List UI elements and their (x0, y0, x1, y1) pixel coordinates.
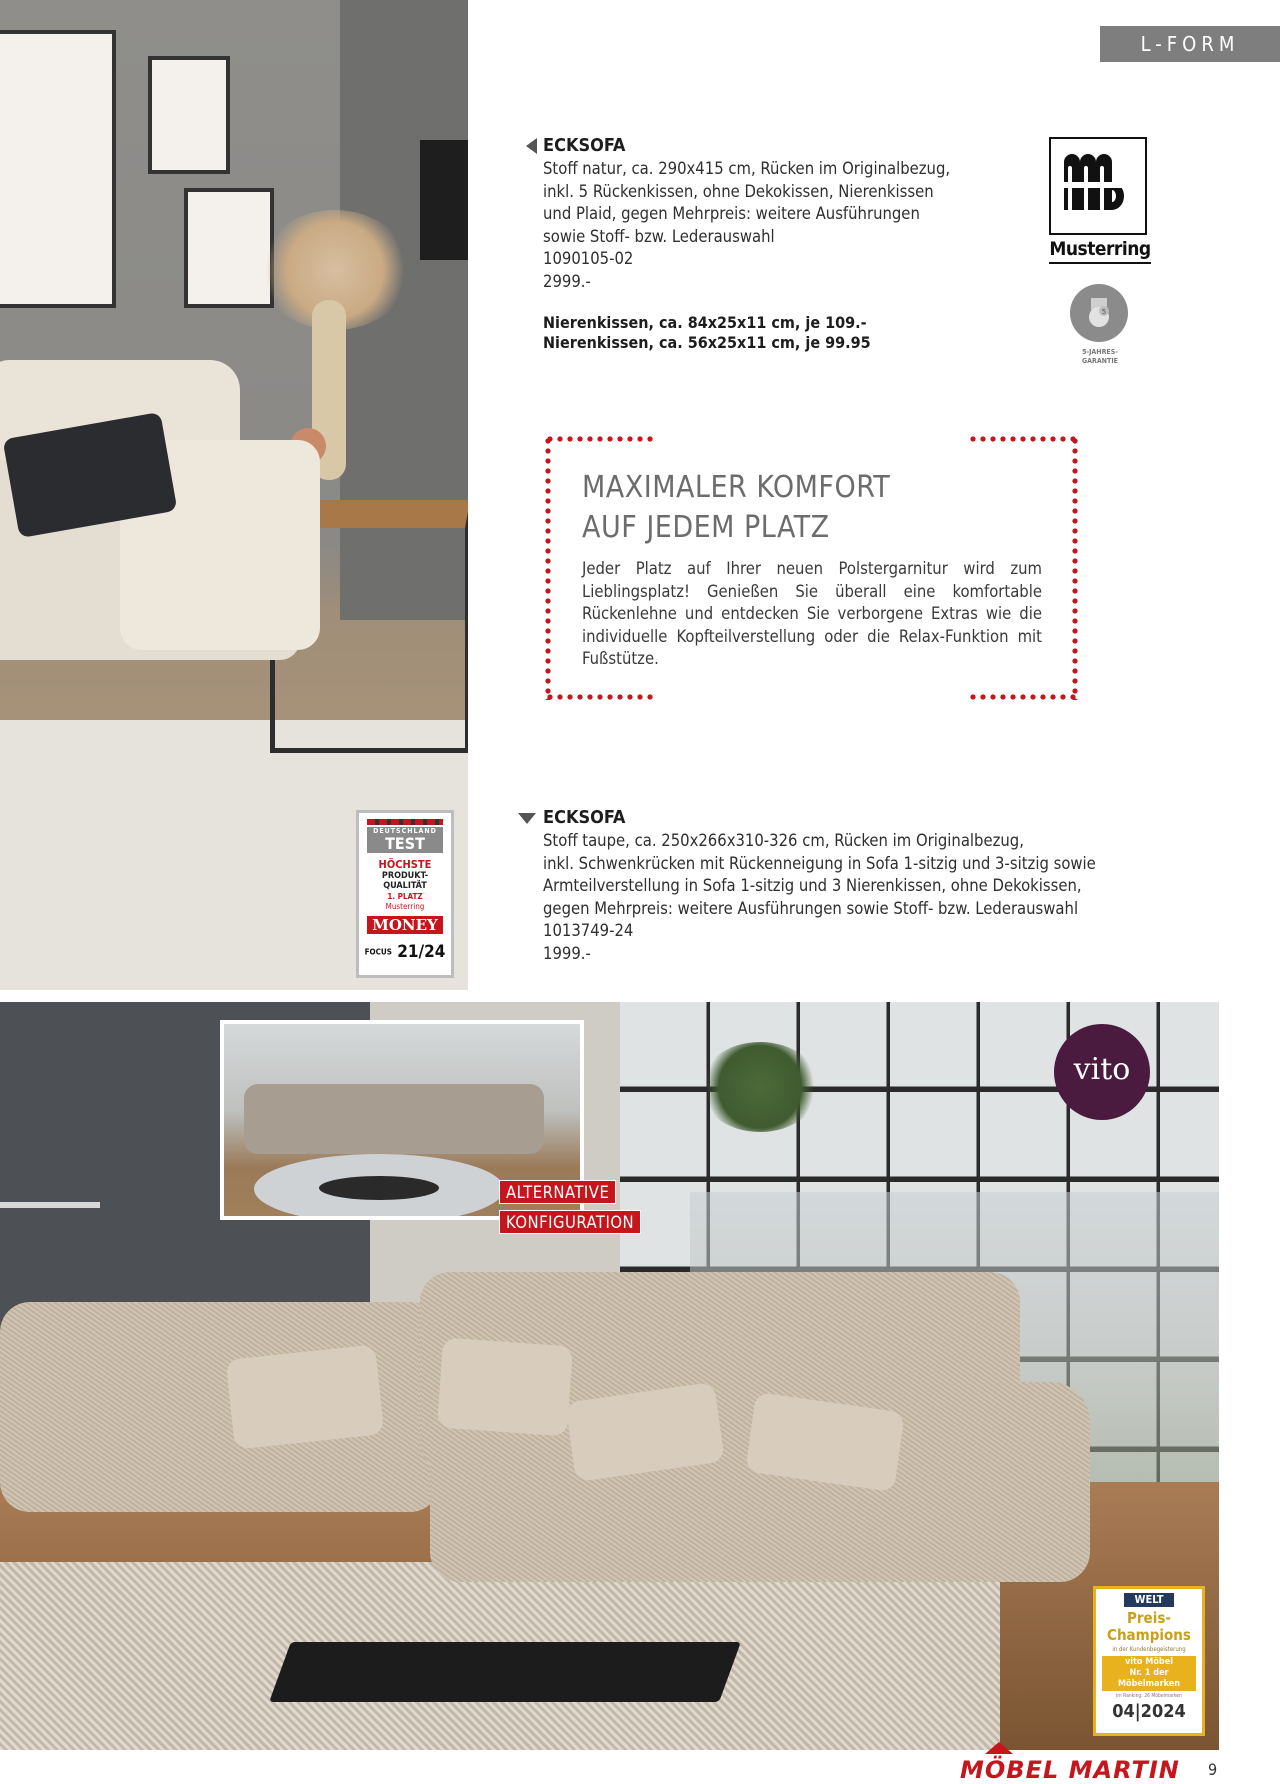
medal-svg (1082, 296, 1116, 330)
promo-body: Jeder Platz auf Ihrer neuen Polstergarnitur wird zum Lieblingsplatz! Genießen Sie überall eine komfortable Rückenlehne und entdecken Sie verborgene Extras wie die individuelle Kopfteilverstellung oder die Relax-Funktion mit Fußstütze. (582, 559, 1042, 668)
wall-shelf (0, 1202, 100, 1208)
promo-box (545, 436, 1078, 700)
badge-test-line5: QUALITÄT (383, 881, 427, 891)
promo-corner-tr-h (968, 436, 1078, 442)
label-konfiguration: KONFIGURATION (499, 1210, 641, 1234)
badge-welt-line5: im Ranking: 26 Möbelmarken (1116, 1693, 1182, 1699)
extra-2-name: Nierenkissen (543, 333, 649, 352)
product2-description: Stoff taupe, ca. 250x266x310-326 cm, Rücken im Originalbezug, inkl. Schwenkrücken mit Rückenneigung in Sofa 1-sitzig und 3-sitzig sowie Armteilverstellung in Sofa 1-sitzig und 3 Nierenkissen, ohne Dekokissen, gegen Mehrpreis: weitere Ausführungen sowie Stoff- bzw. Lederauswahl (543, 831, 1096, 918)
inset-sofa (244, 1084, 544, 1154)
musterring-logo (1049, 137, 1151, 267)
wall-art-frame-1 (0, 30, 116, 308)
badge-welt-line3: in der Kundenbegeisterung (1112, 1646, 1186, 1653)
badge-test-line7: Musterring (385, 902, 425, 911)
badge-test-line6: 1. PLATZ (387, 892, 423, 901)
guarantee-medal-icon (1070, 284, 1128, 342)
extra-2-detail: , ca. 56x25x11 cm, je 99.95 (648, 333, 871, 352)
wall-art-frame-2 (148, 56, 230, 174)
guarantee-label: 5-JAHRES- GARANTIE (1082, 348, 1118, 365)
promo-corner-br-h (968, 694, 1078, 700)
product1-article-no: 1090105-02 (543, 249, 634, 268)
triangle-down-icon (518, 813, 536, 824)
medal-years: 5 (1101, 308, 1107, 316)
badge-welt-line4: vito Möbel Nr. 1 der Möbelmarken (1102, 1656, 1196, 1691)
product1-extra-2 (543, 333, 871, 353)
coffee-table (269, 1642, 741, 1702)
badge-test-money: MONEY (367, 916, 443, 934)
badge-test-year: 21/24 (397, 942, 446, 962)
musterring-name: Musterring (1049, 238, 1151, 260)
promo-corner-bl-h (545, 694, 655, 700)
badge-test-focus-label: FOCUS (364, 947, 392, 957)
product1-extra-1 (543, 313, 867, 333)
guarantee-badge (1070, 284, 1130, 366)
product2-price: 1999.- (543, 944, 591, 963)
logo-roof-icon (985, 1742, 1013, 1754)
cushion-1 (226, 1344, 385, 1449)
floor-lamp (420, 140, 468, 260)
badge-test-focus (359, 942, 451, 962)
badge-welt-date: 04|2024 (1112, 1701, 1186, 1722)
musterring-rule (1049, 262, 1151, 264)
musterring-logo-icon (1049, 137, 1147, 235)
promo-left-border (545, 436, 551, 700)
badge-deutschland-test (356, 810, 454, 978)
badge-test-line4: PRODUKT- (381, 871, 429, 881)
badge-welt-line1: WELT (1124, 1593, 1174, 1607)
promo-headline: MAXIMALER KOMFORT AUF JEDEM PLATZ (582, 470, 891, 545)
badge-welt-preis-champions (1093, 1586, 1205, 1736)
musterring-mark-svg (1058, 152, 1138, 220)
triangle-left-icon (526, 138, 537, 154)
label-alternative: ALTERNATIVE (499, 1180, 616, 1204)
category-tab: L-FORM (1100, 26, 1280, 62)
inset-table (319, 1176, 439, 1200)
badge-test-line2: TEST (367, 835, 443, 853)
product1-price: 2999.- (543, 272, 591, 291)
promo-corner-tl-h (545, 436, 655, 442)
badge-test-line3: HÖCHSTE (378, 858, 432, 871)
product2-title: ECKSOFA (543, 807, 626, 828)
moebel-martin-logo: MÖBEL MARTIN (960, 1756, 1180, 1784)
extra-1-name: Nierenkissen (543, 313, 649, 332)
photo-living-room-taupe-sofa (0, 1002, 1219, 1750)
page-number: 9 (1208, 1760, 1218, 1779)
product2-article-no: 1013749-24 (543, 921, 634, 940)
sofa-arm-section (870, 1382, 1090, 1582)
badge-test-line1: DEUTSCHLAND (367, 827, 443, 835)
promo-right-border (1072, 436, 1078, 700)
product1-description: Stoff natur, ca. 290x415 cm, Rücken im Originalbezug, inkl. 5 Rückenkissen, ohne Dekokissen, Nierenkissen und Plaid, gegen Mehrpreis: weitere Ausführungen sowie Stoff- bzw. Lederauswahl (543, 159, 951, 246)
cushion-2 (437, 1338, 573, 1437)
vito-logo: vito (1054, 1024, 1150, 1120)
badge-welt-line2: Preis- Champions (1107, 1609, 1191, 1644)
product1-title: ECKSOFA (543, 135, 626, 156)
extra-1-detail: , ca. 84x25x11 cm, je 109.- (648, 313, 867, 332)
plant (700, 1042, 820, 1132)
wall-art-frame-3 (184, 188, 274, 308)
badge-flag-bar (367, 819, 443, 825)
